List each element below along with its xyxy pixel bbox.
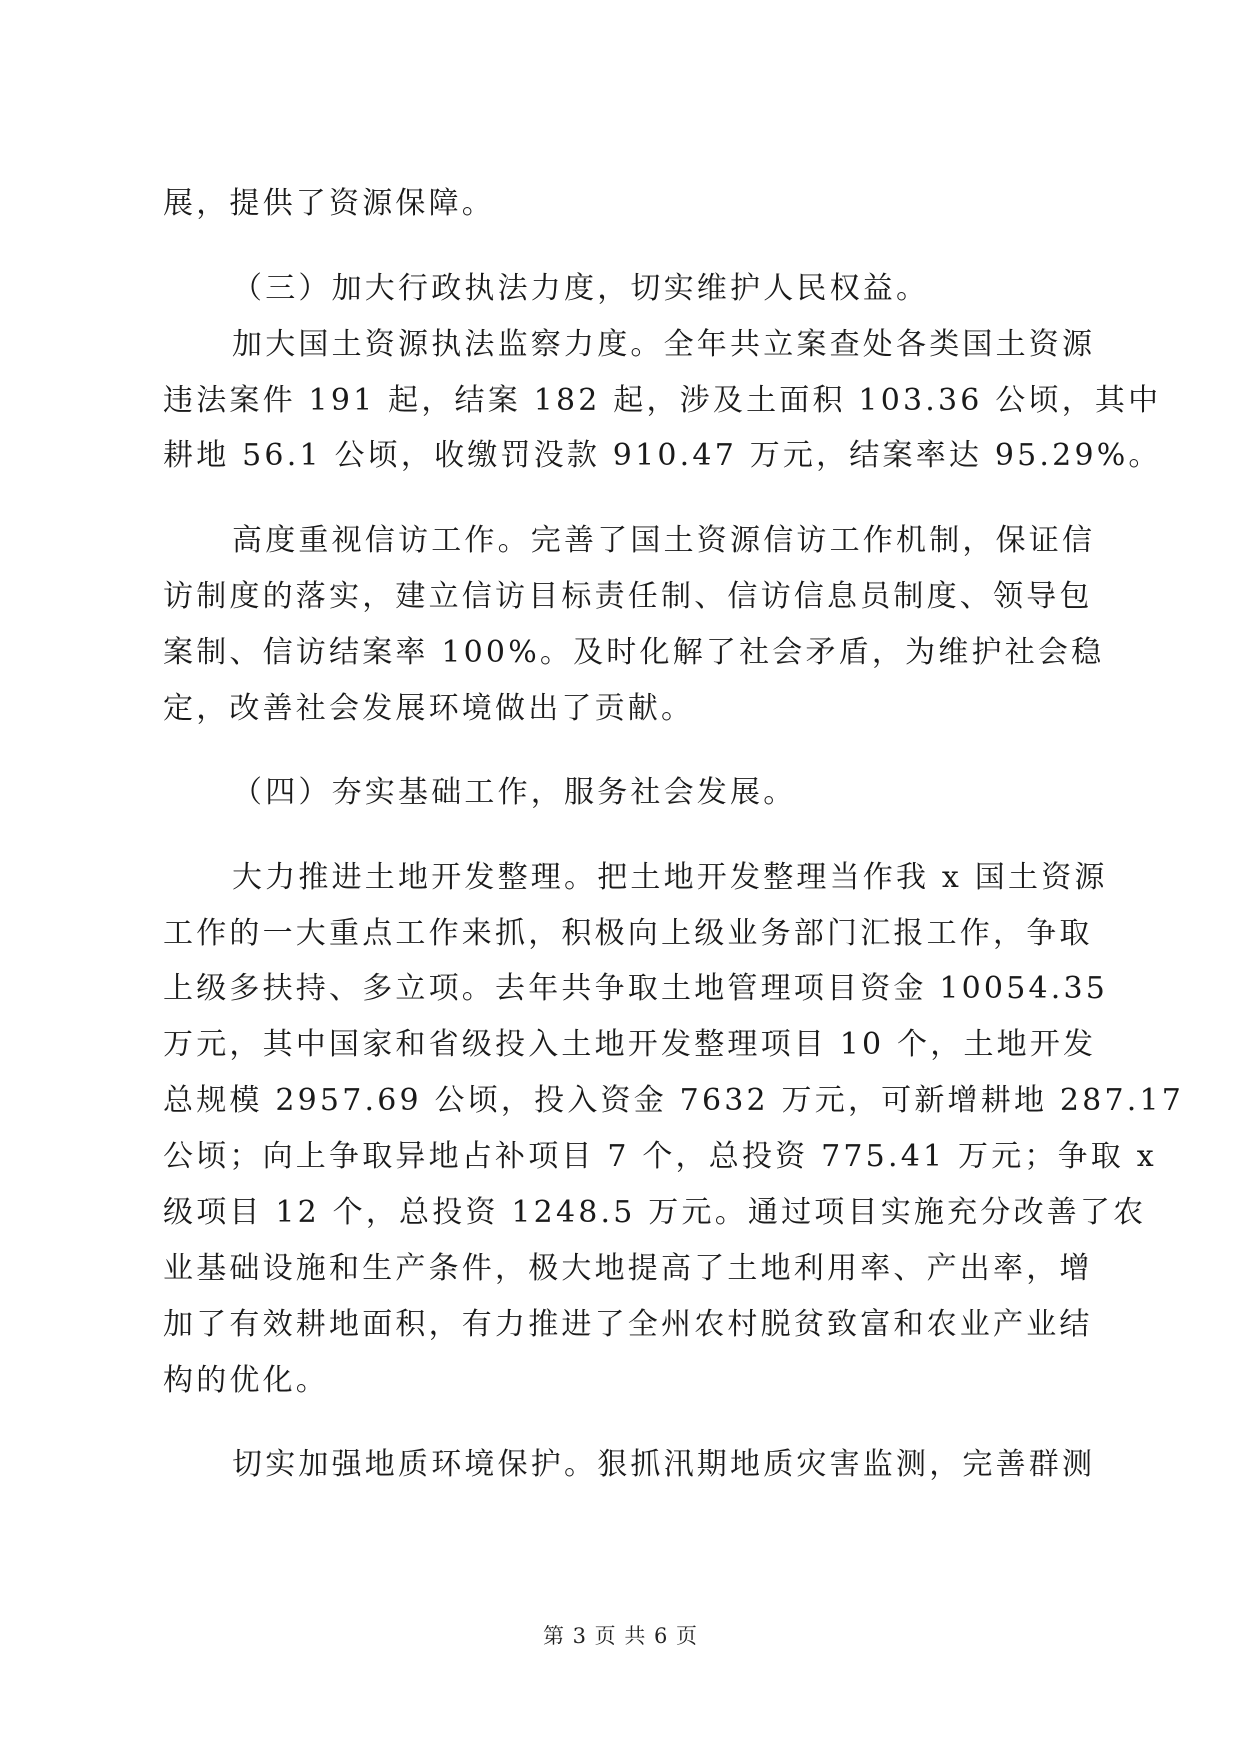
section-heading: （三）加大行政执法力度，切实维护人民权益。 <box>232 271 930 306</box>
text-line: 违法案件 191 起，结案 182 起，涉及土面积 103.36 公顷，其中 <box>163 383 1162 418</box>
text-line: 工作的一大重点工作来抓，积极向上级业务部门汇报工作，争取 <box>163 916 1093 951</box>
text-line: 大力推进土地开发整理。把土地开发整理当作我 x 国土资源 <box>232 860 1108 895</box>
text-line: 上级多扶持、多立项。去年共争取土地管理项目资金 10054.35 <box>163 971 1109 1006</box>
section-heading: （四）夯实基础工作，服务社会发展。 <box>232 775 797 810</box>
text-line: 公顷；向上争取异地占补项目 7 个，总投资 775.41 万元；争取 x <box>163 1139 1157 1174</box>
text-line: 耕地 56.1 公顷，收缴罚没款 910.47 万元，结案率达 95.29%。 <box>163 438 1162 473</box>
page-number-footer: 第 3 页 共 6 页 <box>542 1624 699 1648</box>
text-line: 高度重视信访工作。完善了国土资源信访工作机制，保证信 <box>232 523 1096 558</box>
text-line: 访制度的落实，建立信访目标责任制、信访信息员制度、领导包 <box>163 579 1093 614</box>
text-line: 加了有效耕地面积，有力推进了全州农村脱贫致富和农业产业结 <box>163 1307 1093 1342</box>
text-line: 业基础设施和生产条件，极大地提高了土地利用率、产出率，增 <box>163 1251 1093 1286</box>
text-line: 总规模 2957.69 公顷，投入资金 7632 万元，可新增耕地 287.17 <box>163 1083 1185 1118</box>
text-line: 定，改善社会发展环境做出了贡献。 <box>163 691 695 726</box>
text-line: 展，提供了资源保障。 <box>163 186 495 221</box>
text-line: 构的优化。 <box>163 1363 329 1398</box>
text-line: 加大国土资源执法监察力度。全年共立案查处各类国土资源 <box>232 327 1096 362</box>
text-line: 案制、信访结案率 100%。及时化解了社会矛盾，为维护社会稳 <box>163 635 1105 670</box>
text-line: 切实加强地质环境保护。狠抓汛期地质灾害监测，完善群测 <box>232 1447 1096 1482</box>
text-line: 万元，其中国家和省级投入土地开发整理项目 10 个，土地开发 <box>163 1027 1097 1062</box>
text-line: 级项目 12 个，总投资 1248.5 万元。通过项目实施充分改善了农 <box>163 1195 1147 1230</box>
